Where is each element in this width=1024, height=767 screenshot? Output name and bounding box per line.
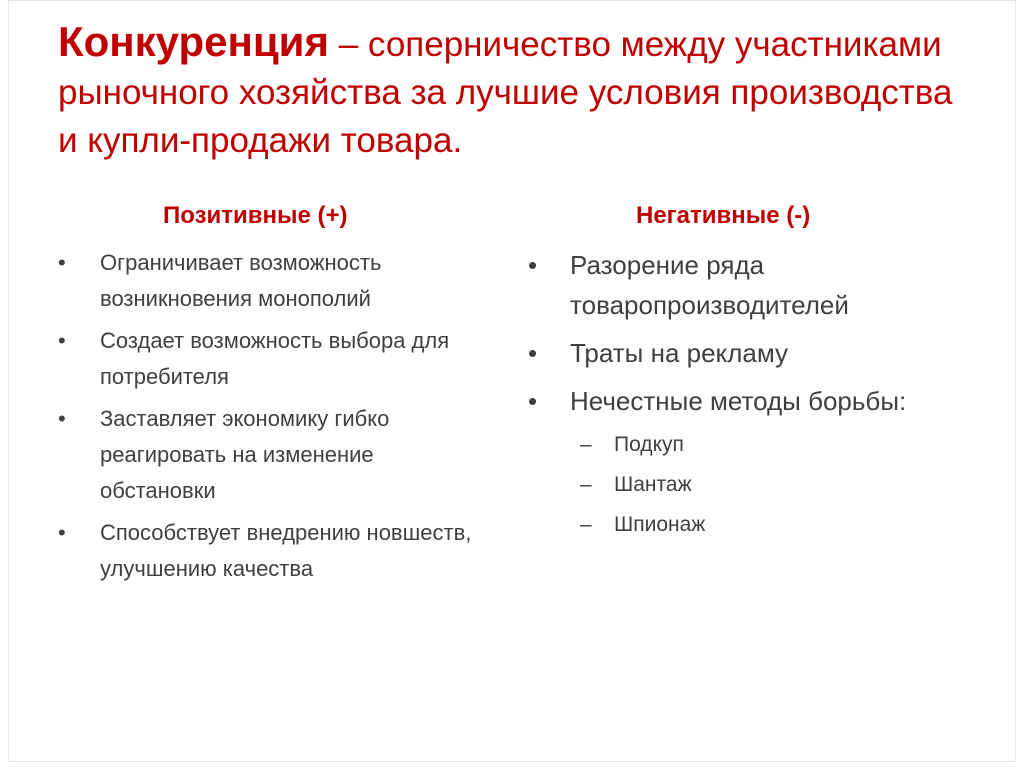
- positive-item: • Заставляет экономику гибко реагировать на изменение обстановки: [58, 401, 478, 509]
- negative-item-text: Нечестные методы борьбы:: [570, 386, 907, 416]
- negative-item: • Траты на рекламу: [528, 333, 948, 373]
- slide-title: [58, 18, 958, 165]
- positive-item: • Создает возможность выбора для потребителя: [58, 323, 478, 395]
- unfair-method-item: – Шантаж: [570, 465, 948, 505]
- positive-list: [58, 245, 478, 587]
- unfair-method-item: – Подкуп: [570, 425, 948, 465]
- positive-heading: Позитивные (+): [163, 202, 348, 229]
- title-definition: – соперничество между участниками рыночного хозяйства за лучшие условия производства и купли-продажи товара.: [58, 25, 953, 160]
- unfair-method-item: – Шпионаж: [570, 505, 948, 545]
- negative-item: • Разорение ряда товаропроизводителей: [528, 245, 948, 325]
- positive-item: • Способствует внедрению новшеств, улучшению качества: [58, 515, 478, 587]
- unfair-methods-list: [570, 425, 948, 545]
- negative-column: [528, 195, 948, 553]
- negative-item: [528, 381, 948, 545]
- positive-item: • Ограничивает возможность возникновения монополий: [58, 245, 478, 317]
- negative-list: [528, 245, 948, 545]
- negative-heading: Негативные (-): [636, 202, 811, 229]
- title-term: Конкуренция: [58, 18, 330, 65]
- positive-column: [58, 195, 478, 593]
